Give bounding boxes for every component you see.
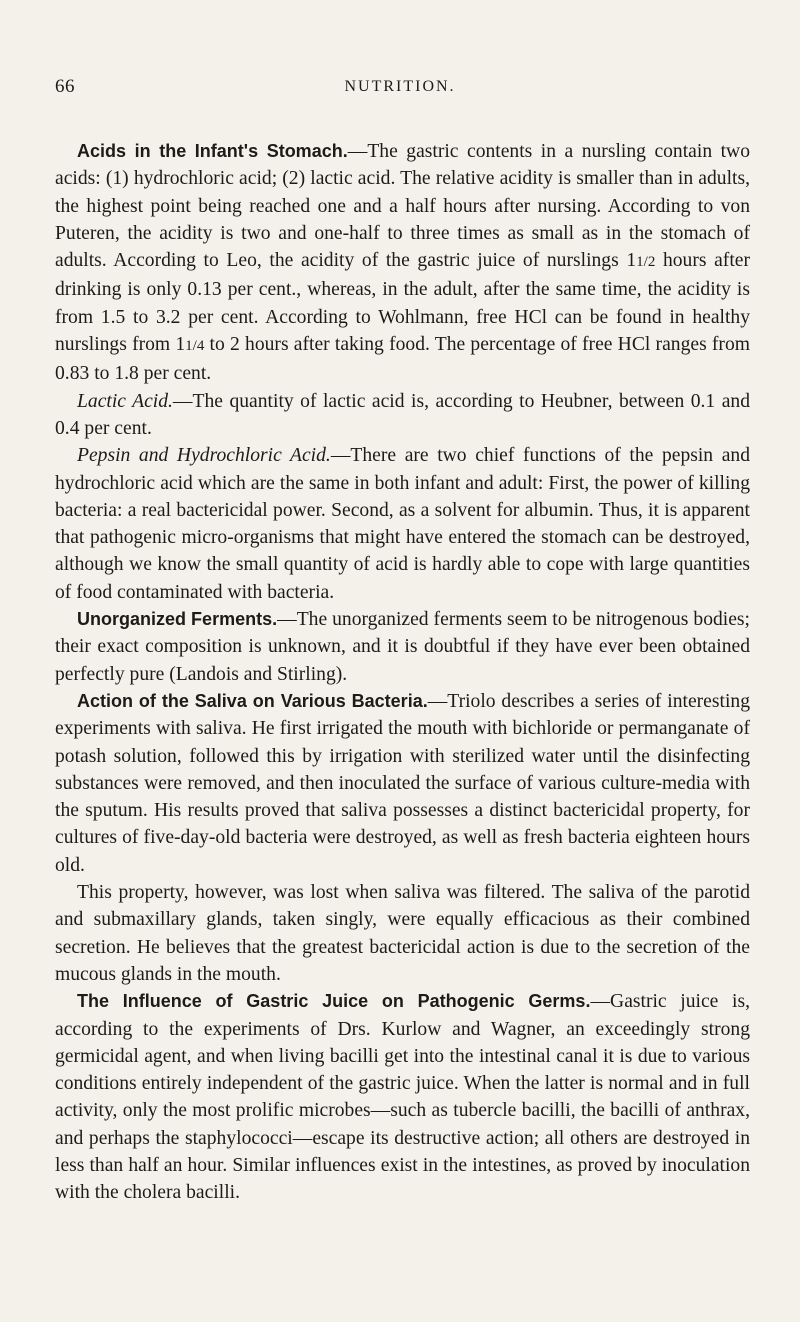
page-number: 66	[55, 76, 75, 97]
paragraph-text: hours after drinking is only 0.13 per cent., whereas, in the adult, after the same time, the acidity is from 1.5 to 3.2 per cent. According to Wohlmann, free HCl can be found in healthy nurslings from 1	[55, 250, 750, 356]
paragraph-gastric-juice-germs	[55, 988, 750, 1206]
text-column	[55, 138, 750, 1207]
paragraph-acids-infant-stomach	[55, 138, 750, 388]
paragraph-lactic-acid	[55, 388, 750, 443]
paragraph-text: —The quantity of lactic acid is, according to Heubner, between 0.1 and 0.4 per cent.	[55, 390, 750, 439]
section-heading: Acids in the Infant's Stomach.	[77, 141, 348, 161]
section-heading: Unorganized Ferments.	[77, 609, 278, 630]
fraction: 1/4	[185, 338, 205, 355]
paragraph-saliva-property	[55, 879, 750, 988]
paragraph-text: This property, however, was lost when saliva was filtered. The saliva of the parotid and submaxillary glands, taken singly, were equally efficacious as their combined secretion. He believes that the greatest bactericidal action is due to the secretion of the mucous glands in the mouth.	[55, 882, 750, 985]
paragraph-unorganized-ferments	[55, 606, 750, 688]
paragraph-text: to 2 hours after taking food. The percentage of free HCl ranges from 0.83 to 1.8 per cent.	[55, 334, 750, 385]
paragraph-text: —Triolo describes a series of interesting experiments with saliva. He first irrigated the mouth with bichloride or permanganate of potash solution, followed this by irrigation with sterilized water until the disinfecting substances were removed, and then inoculated the surface of various culture-media with the sputum. His results proved that saliva possesses a distinct bactericidal property, for cultures of five-day-old bacteria were destroyed, as well as fresh bacteria eighteen hours old.	[55, 690, 750, 876]
section-subheading: Lactic Acid.	[77, 390, 173, 412]
paragraph-saliva-bacteria	[55, 688, 750, 879]
paragraph-text: —The unorganized ferments seem to be nitrogenous bodies; their exact composition is unknown, and it is doubtful if they have ever been obtained perfectly pure (Landois and Stirling).	[55, 609, 750, 685]
section-heading: Action of the Saliva on Various Bacteria.	[77, 690, 428, 711]
paragraph-text: —Gastric juice is, according to the experiments of Drs. Kurlow and Wagner, an exceedingly strong germicidal agent, and when living bacilli get into the intestinal canal it is due to various conditions entirely independent of the gastric juice. When the latter is normal and in full activity, only the most prolific microbes—such as tubercle bacilli, the bacilli of anthrax, and perhaps the staphylococci—escape its destructive action; all others are destroyed in less than half an hour. Similar influences exist in the intestines, as proved by inoculation with the cholera bacilli.	[55, 991, 750, 1204]
paragraph-pepsin-hcl	[55, 442, 750, 606]
section-subheading: Pepsin and Hydrochloric Acid.	[77, 445, 331, 467]
running-head: NUTRITION.	[344, 78, 456, 95]
fraction: 1/2	[636, 254, 656, 271]
paragraph-text: —There are two chief functions of the pepsin and hydrochloric acid which are the same in both infant and adult: First, the power of killing bacteria: a real bactericidal power. Second, as a solvent for albumin. Thus, it is apparent that pathogenic micro-organisms that might have entered the stomach can be destroyed, although we know the small quantity of acid is hardly able to cope with large quantities of food contaminated with bacteria.	[55, 445, 750, 603]
page-header	[0, 76, 800, 100]
paragraph-text: —The gastric contents in a nursling contain two acids: (1) hydrochloric acid; (2) lactic acid. The relative acidity is smaller than in adults, the highest point being reached one and a half hours after nursing. According to von Puteren, the acidity is two and one-half to three times as small as in the stomach of adults. According to Leo, the acidity of the gastric juice of nurslings 1	[55, 141, 750, 272]
section-heading: The Influence of Gastric Juice on Pathogenic Germs.	[77, 991, 591, 1012]
